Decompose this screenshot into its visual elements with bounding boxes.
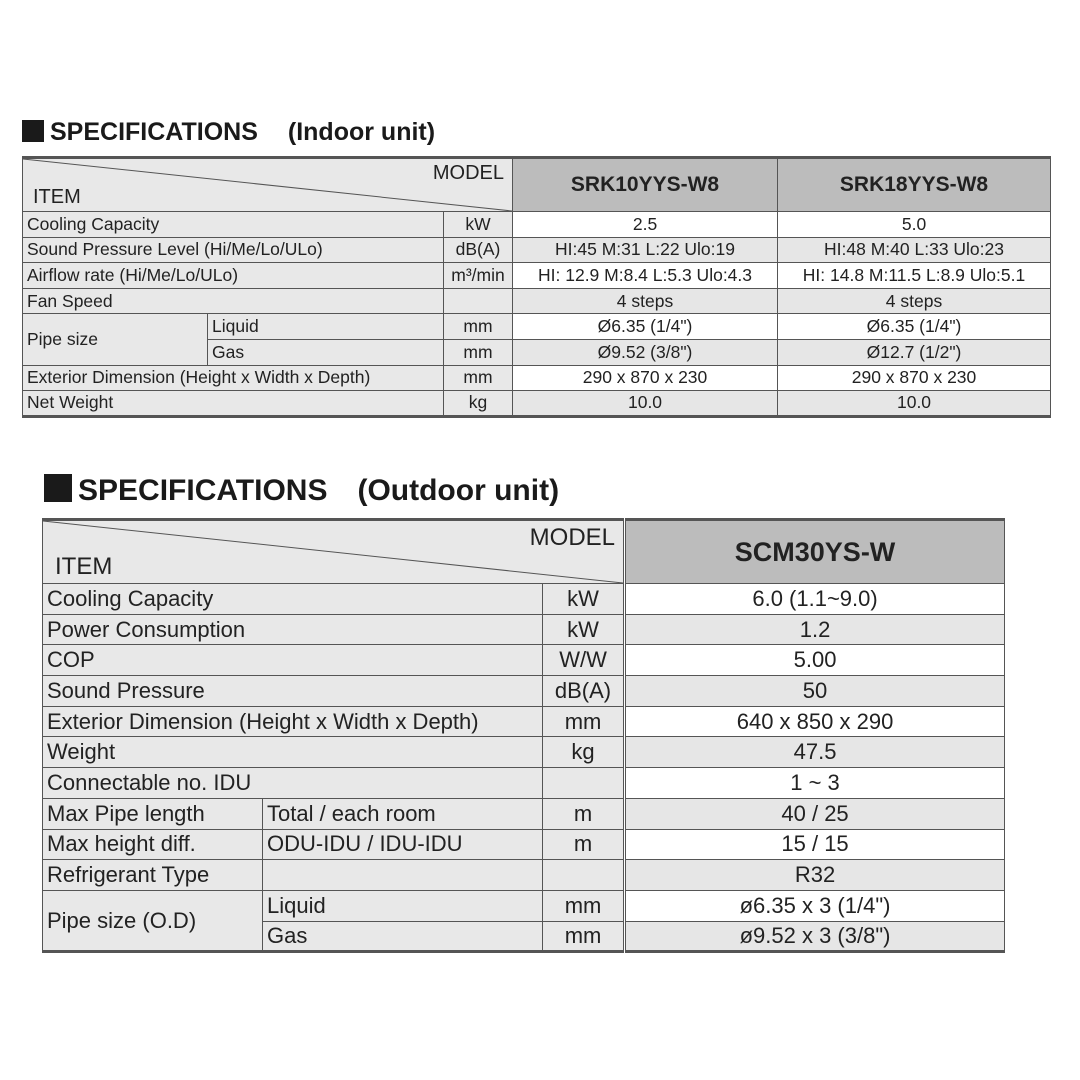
table-row (43, 829, 1005, 860)
model-header-srk10: SRK10YYS-W8 (513, 158, 778, 212)
cell-value: HI:48 M:40 L:33 Ulo:23 (778, 237, 1051, 263)
row-label: Max Pipe length (43, 798, 263, 829)
row-unit: kW (543, 584, 625, 615)
row-unit: m (543, 798, 625, 829)
outdoor-heading-text: SPECIFICATIONS (78, 474, 328, 507)
row-sublabel: Gas (263, 921, 543, 952)
row-unit: kW (543, 614, 625, 645)
row-sublabel: Gas (208, 339, 444, 365)
table-row (23, 212, 1051, 238)
cell-value: 47.5 (625, 737, 1005, 768)
row-unit: kg (543, 737, 625, 768)
table-row (43, 768, 1005, 799)
table-row (23, 288, 1051, 314)
table-row (43, 676, 1005, 707)
outdoor-subheading: (Outdoor unit) (357, 474, 560, 507)
item-label: ITEM (33, 186, 81, 208)
row-sublabel: Liquid (263, 890, 543, 921)
cell-value: HI: 14.8 M:11.5 L:8.9 Ulo:5.1 (778, 263, 1051, 289)
table-row (23, 314, 1051, 340)
row-label: Net Weight (23, 391, 444, 417)
table-row (43, 737, 1005, 768)
row-label: Pipe size (23, 314, 208, 365)
row-label: Max height diff. (43, 829, 263, 860)
cell-value: 5.0 (778, 212, 1051, 238)
row-label: Airflow rate (Hi/Me/Lo/ULo) (23, 263, 444, 289)
row-label: Weight (43, 737, 543, 768)
row-unit: m (543, 829, 625, 860)
row-label: Pipe size (O.D) (43, 890, 263, 951)
row-label: Sound Pressure (43, 676, 543, 707)
cell-value: 2.5 (513, 212, 778, 238)
item-model-header (43, 520, 625, 584)
row-label: Connectable no. IDU (43, 768, 543, 799)
row-sublabel (263, 860, 543, 891)
cell-value: 290 x 870 x 230 (513, 365, 778, 391)
table-row (43, 860, 1005, 891)
table-row (43, 645, 1005, 676)
row-unit: mm (444, 365, 513, 391)
table-row (23, 391, 1051, 417)
table-row (43, 584, 1005, 615)
table-row (23, 263, 1051, 289)
cell-value: Ø9.52 (3/8") (513, 339, 778, 365)
row-sublabel: ODU-IDU / IDU-IDU (263, 829, 543, 860)
row-sublabel: Liquid (208, 314, 444, 340)
row-unit: kg (444, 391, 513, 417)
item-label: ITEM (55, 553, 113, 580)
row-unit: mm (543, 921, 625, 952)
row-sublabel: Total / each room (263, 798, 543, 829)
indoor-subheading: (Indoor unit) (287, 118, 436, 146)
cell-value: 4 steps (513, 288, 778, 314)
heading-square-icon (22, 120, 44, 142)
indoor-spec-table (22, 156, 1051, 418)
row-label: Sound Pressure Level (Hi/Me/Lo/ULo) (23, 237, 444, 263)
model-header-srk18: SRK18YYS-W8 (778, 158, 1051, 212)
cell-value: 50 (625, 676, 1005, 707)
table-row (43, 614, 1005, 645)
row-unit: W/W (543, 645, 625, 676)
cell-value: 1.2 (625, 614, 1005, 645)
row-unit: mm (543, 706, 625, 737)
table-row (43, 890, 1005, 921)
cell-value: R32 (625, 860, 1005, 891)
outdoor-spec-heading (44, 474, 559, 508)
row-label: Exterior Dimension (Height x Width x Depth) (23, 365, 444, 391)
cell-value: Ø12.7 (1/2") (778, 339, 1051, 365)
cell-value: 40 / 25 (625, 798, 1005, 829)
table-row (43, 706, 1005, 737)
item-model-header (23, 158, 513, 212)
row-label: Exterior Dimension (Height x Width x Depth) (43, 706, 543, 737)
table-row (43, 798, 1005, 829)
row-unit (444, 288, 513, 314)
model-header-scm30: SCM30YS-W (625, 520, 1005, 584)
row-unit: mm (444, 339, 513, 365)
outdoor-spec-table (42, 518, 1005, 953)
row-label: Cooling Capacity (43, 584, 543, 615)
row-unit: m³/min (444, 263, 513, 289)
cell-value: ø9.52 x 3 (3/8") (625, 921, 1005, 952)
cell-value: 10.0 (778, 391, 1051, 417)
table-row (23, 237, 1051, 263)
row-unit (543, 768, 625, 799)
cell-value: 1 ~ 3 (625, 768, 1005, 799)
heading-square-icon (44, 474, 72, 502)
row-label: COP (43, 645, 543, 676)
cell-value: HI:45 M:31 L:22 Ulo:19 (513, 237, 778, 263)
cell-value: 10.0 (513, 391, 778, 417)
cell-value: Ø6.35 (1/4") (513, 314, 778, 340)
model-label: MODEL (432, 162, 505, 184)
table-header-row (23, 158, 1051, 212)
row-unit: mm (444, 314, 513, 340)
cell-value: 290 x 870 x 230 (778, 365, 1051, 391)
row-unit: kW (444, 212, 513, 238)
row-unit: dB(A) (543, 676, 625, 707)
cell-value: 640 x 850 x 290 (625, 706, 1005, 737)
row-label: Fan Speed (23, 288, 444, 314)
cell-value: Ø6.35 (1/4") (778, 314, 1051, 340)
row-label: Power Consumption (43, 614, 543, 645)
cell-value: 4 steps (778, 288, 1051, 314)
row-unit: mm (543, 890, 625, 921)
cell-value: 5.00 (625, 645, 1005, 676)
cell-value: HI: 12.9 M:8.4 L:5.3 Ulo:4.3 (513, 263, 778, 289)
indoor-spec-heading (22, 118, 435, 147)
cell-value: 15 / 15 (625, 829, 1005, 860)
cell-value: 6.0 (1.1~9.0) (625, 584, 1005, 615)
row-label: Refrigerant Type (43, 860, 263, 891)
model-label: MODEL (529, 524, 616, 551)
row-label: Cooling Capacity (23, 212, 444, 238)
cell-value: ø6.35 x 3 (1/4") (625, 890, 1005, 921)
row-unit (543, 860, 625, 891)
table-row (23, 365, 1051, 391)
row-unit: dB(A) (444, 237, 513, 263)
indoor-heading-text: SPECIFICATIONS (50, 118, 258, 146)
table-header-row (43, 520, 1005, 584)
